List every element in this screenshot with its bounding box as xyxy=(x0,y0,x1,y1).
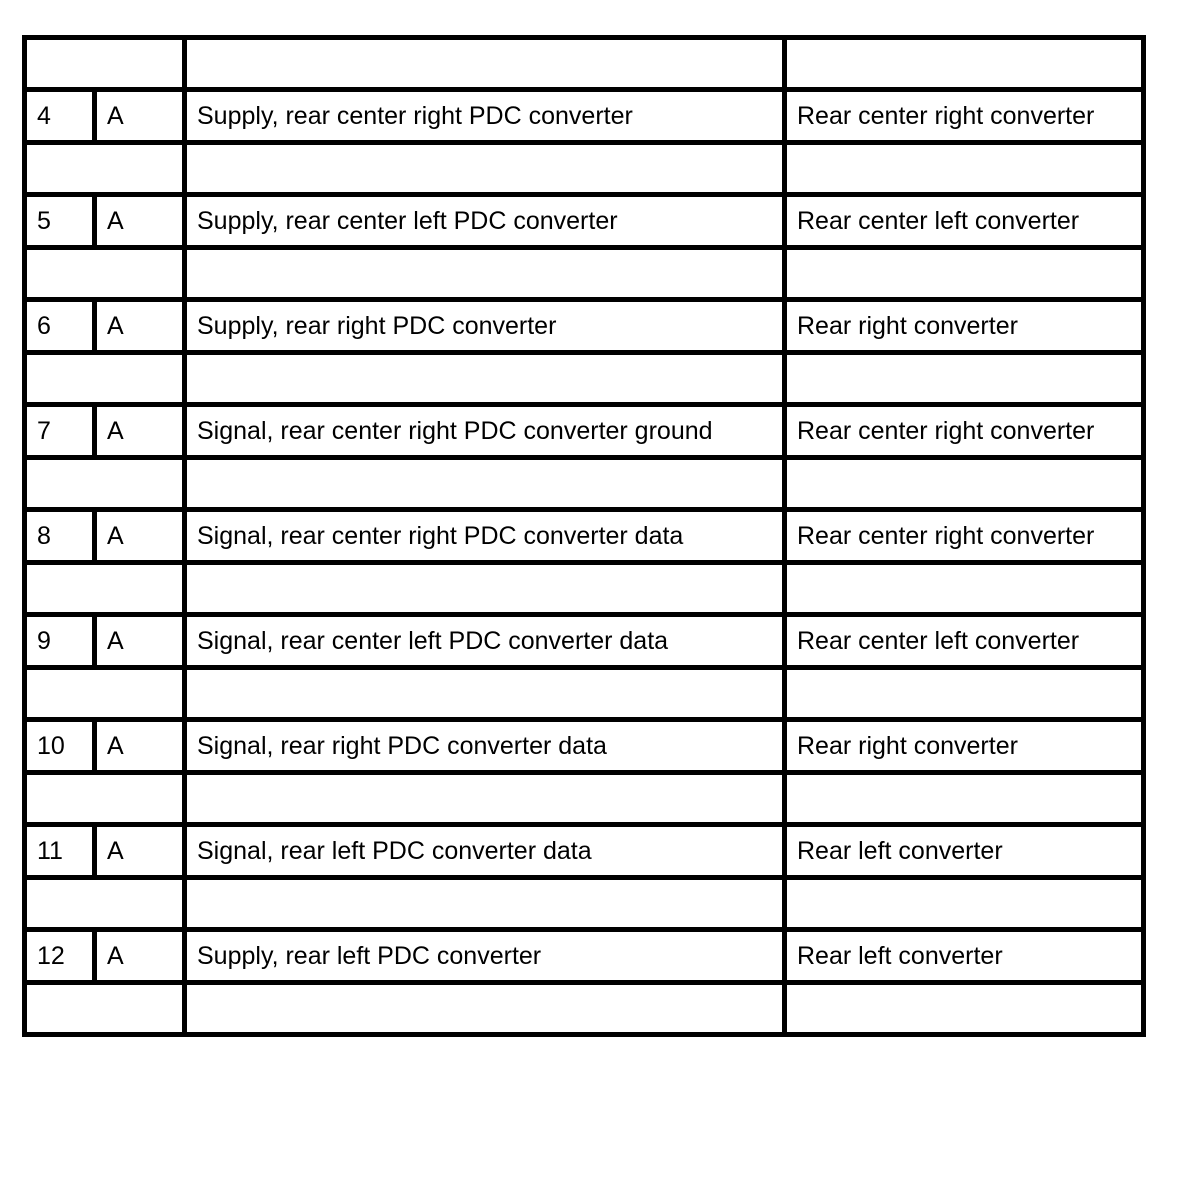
spacer-row xyxy=(25,668,1144,720)
spacer-cell xyxy=(25,563,185,615)
pin-number-cell: 11 xyxy=(25,825,95,878)
spacer-cell xyxy=(785,983,1144,1035)
pin-type-cell: A xyxy=(95,405,185,458)
component-cell: Rear right converter xyxy=(785,720,1144,773)
table-row xyxy=(25,405,1144,458)
pin-description-cell: Supply, rear right PDC converter xyxy=(185,300,785,353)
spacer-cell xyxy=(185,668,785,720)
spacer-row xyxy=(25,563,1144,615)
pin-number-cell: 7 xyxy=(25,405,95,458)
spacer-cell xyxy=(25,248,185,300)
pin-description-cell: Signal, rear center right PDC converter ground xyxy=(185,405,785,458)
spacer-row xyxy=(25,878,1144,930)
pin-type-cell: A xyxy=(95,90,185,143)
pin-description-cell: Supply, rear center right PDC converter xyxy=(185,90,785,143)
table-row xyxy=(25,90,1144,143)
pin-number-cell: 10 xyxy=(25,720,95,773)
pin-type-cell: A xyxy=(95,720,185,773)
spacer-cell xyxy=(185,773,785,825)
spacer-cell xyxy=(25,773,185,825)
spacer-row xyxy=(25,773,1144,825)
spacer-row xyxy=(25,248,1144,300)
pin-number-cell: 8 xyxy=(25,510,95,563)
spacer-row xyxy=(25,143,1144,195)
component-cell: Rear center left converter xyxy=(785,195,1144,248)
component-cell: Rear center left converter xyxy=(785,615,1144,668)
spacer-cell xyxy=(185,563,785,615)
table-row xyxy=(25,510,1144,563)
component-cell: Rear left converter xyxy=(785,930,1144,983)
pin-number-cell: 6 xyxy=(25,300,95,353)
pin-type-cell: A xyxy=(95,510,185,563)
component-cell: Rear center right converter xyxy=(785,510,1144,563)
pin-number-cell: 9 xyxy=(25,615,95,668)
spacer-cell xyxy=(25,668,185,720)
spacer-cell xyxy=(25,983,185,1035)
pin-type-cell: A xyxy=(95,195,185,248)
component-cell: Rear center right converter xyxy=(785,405,1144,458)
pin-type-cell: A xyxy=(95,930,185,983)
spacer-cell xyxy=(785,248,1144,300)
spacer-cell xyxy=(185,248,785,300)
spacer-cell xyxy=(785,563,1144,615)
pin-number-cell: 12 xyxy=(25,930,95,983)
component-cell: Rear left converter xyxy=(785,825,1144,878)
spacer-cell xyxy=(185,878,785,930)
pin-description-cell: Signal, rear left PDC converter data xyxy=(185,825,785,878)
spacer-cell xyxy=(185,983,785,1035)
spacer-cell xyxy=(785,773,1144,825)
spacer-cell xyxy=(785,878,1144,930)
spacer-row xyxy=(25,38,1144,90)
pin-type-cell: A xyxy=(95,615,185,668)
pin-number-cell: 5 xyxy=(25,195,95,248)
spacer-cell xyxy=(25,353,185,405)
spacer-cell xyxy=(25,878,185,930)
table-row xyxy=(25,195,1144,248)
table-row xyxy=(25,615,1144,668)
pin-description-cell: Signal, rear center right PDC converter data xyxy=(185,510,785,563)
pin-description-cell: Supply, rear center left PDC converter xyxy=(185,195,785,248)
spacer-cell xyxy=(785,143,1144,195)
component-cell: Rear right converter xyxy=(785,300,1144,353)
connector-pin-table xyxy=(22,35,1146,1037)
table-row xyxy=(25,300,1144,353)
spacer-cell xyxy=(25,458,185,510)
pin-description-cell: Supply, rear left PDC converter xyxy=(185,930,785,983)
table-row xyxy=(25,720,1144,773)
spacer-cell xyxy=(25,143,185,195)
pin-table-body xyxy=(25,38,1144,1035)
spacer-cell xyxy=(185,38,785,90)
spacer-cell xyxy=(185,353,785,405)
pin-type-cell: A xyxy=(95,300,185,353)
table-row xyxy=(25,825,1144,878)
spacer-row xyxy=(25,458,1144,510)
component-cell: Rear center right converter xyxy=(785,90,1144,143)
spacer-row xyxy=(25,353,1144,405)
table-row xyxy=(25,930,1144,983)
spacer-cell xyxy=(185,143,785,195)
pin-type-cell: A xyxy=(95,825,185,878)
spacer-cell xyxy=(785,38,1144,90)
spacer-cell xyxy=(25,38,185,90)
spacer-cell xyxy=(785,668,1144,720)
spacer-cell xyxy=(785,353,1144,405)
spacer-cell xyxy=(785,458,1144,510)
pin-description-cell: Signal, rear center left PDC converter data xyxy=(185,615,785,668)
spacer-cell xyxy=(185,458,785,510)
spacer-row xyxy=(25,983,1144,1035)
pin-description-cell: Signal, rear right PDC converter data xyxy=(185,720,785,773)
pin-number-cell: 4 xyxy=(25,90,95,143)
